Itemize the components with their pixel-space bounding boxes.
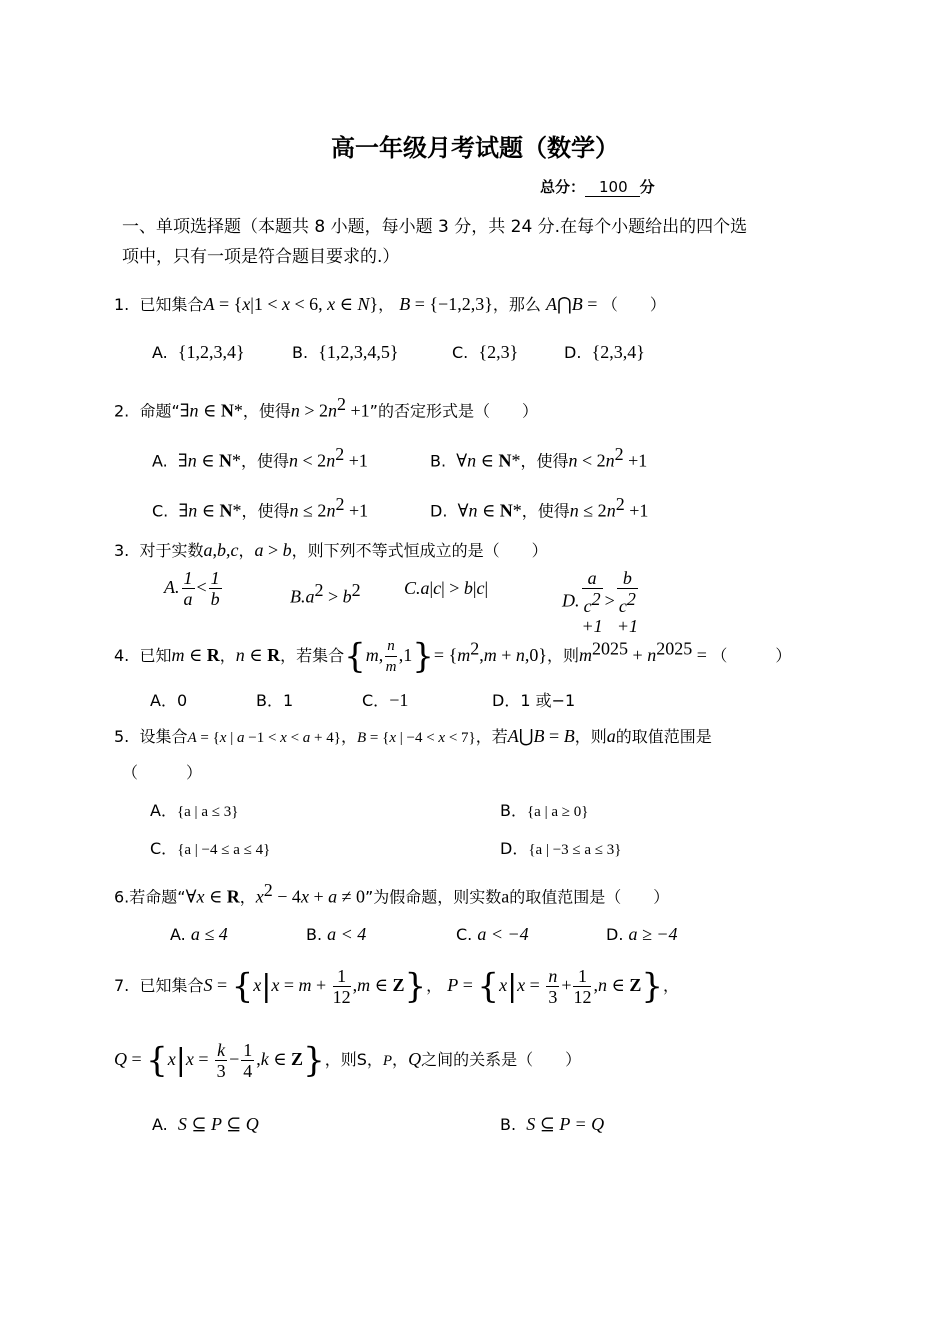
q1-option-d: D. {2,3,4} (564, 342, 645, 362)
q3-option-b: $B.a^2 > b^2$ (290, 580, 361, 607)
question-2: 2. 命题“∃n ∈ N*，使得$n > 2n^2 +1$”的否定形式是（ ） (114, 394, 538, 421)
question-5: 5. 设集合A = {x | a −1 < x < a + 4}，B = {x | −4 < x < 7}，若A⋃B = B，则a的取值范围是 (114, 726, 712, 746)
q3-option-c: C.a|c| > b|c| (404, 578, 489, 598)
q5-option-a: A．{a | a ≤ 3} (150, 801, 239, 820)
q3-option-a: A. $\frac{1}{a}$ < $\frac{1}{b}$ (164, 568, 220, 609)
q6-option-b: B. a < 4 (306, 924, 367, 944)
q5-option-b: B．{a | a ≥ 0} (500, 801, 589, 820)
q5-option-c: C．{a | −4 ≤ a ≤ 4} (150, 839, 271, 858)
q2-option-c: C. ∃n ∈ N*，使得$n \le 2n^2 +1$ (152, 494, 369, 521)
q4-option-b: B．1 (256, 691, 294, 710)
q2-option-a: A. ∃n ∈ N*，使得$n < 2n^2 +1$ (152, 444, 368, 471)
q1-option-b: B. {1,2,3,4,5} (292, 342, 399, 362)
q7-option-b: B. S ⊆ P = Q (500, 1114, 605, 1134)
q1-option-a: A. {1,2,3,4} (152, 342, 245, 362)
question-7-line-2: Q = {x|x = $\frac{k}{3}$ − $\frac{1}{4}$ ,k ∈ Z}，则S，P，Q之间的关系是（ ） (114, 1040, 582, 1081)
q6-option-d: D. a ≥ −4 (606, 924, 678, 944)
q3-option-d: D. a $c^2$ +1 > b $c^2$ +1 (562, 568, 638, 636)
q1-option-c: C. {2,3} (452, 342, 519, 362)
q5-answer-blank: （ ） (122, 763, 203, 782)
q4-option-d: D．1 或−1 (492, 691, 576, 710)
score-unit: 分 (639, 178, 655, 196)
q6-option-a: A. a ≤ 4 (170, 924, 228, 944)
section-line-2: 项中，只有一项是符合题目要求的.） (122, 247, 400, 267)
q5-option-d: D．{a | −3 ≤ a ≤ 3} (500, 839, 622, 858)
question-7: 7. 已知集合S = {x|x = m + $\frac{1}{12}$ ,m ∈ Z}， P = {x|x = $\frac{n}{3}$ + $\frac{1}{12}$ ,n ∈ Z}， (114, 966, 679, 1007)
q4-option-c: C．−1 (362, 690, 409, 710)
question-1: 1. 已知集合A = {x|1 < x < 6, x ∈ N}， B = {−1,2,3}，那么 A⋂B = （ ） (114, 294, 666, 314)
score-label: 总分： (540, 178, 586, 196)
q7-option-a: A. S ⊆ P ⊆ Q (152, 1114, 259, 1134)
q2-option-b: B. ∀n ∈ N*，使得$n < 2n^2 +1$ (430, 444, 648, 471)
score-value: 100 (585, 178, 640, 197)
q4-option-a: A．0 (150, 691, 188, 710)
total-score (540, 176, 655, 197)
section-line-1: 一、单项选择题（本题共 8 小题，每小题 3 分，共 24 分.在每个小题给出的四个选 (122, 217, 748, 237)
q2-option-d: D. ∀n ∈ N*，使得$n \le 2n^2 +1$ (430, 494, 649, 521)
question-3: 3. 对于实数a,b,c，a > b，则下列不等式恒成立的是（ ） (114, 540, 548, 560)
question-4: 4. 已知m ∈ R，n ∈ R，若集合{m, $\frac{n}{m}$ $,1\}= \{m^2,m + n,0\}$，则$m^{2025} + n^{2025}$ = （ ） (114, 636, 792, 677)
question-6: 6.若命题“∀x ∈ R，$x^2 - 4x + a \ne 0$”为假命题，则实数a的取值范围是（ ） (114, 880, 670, 907)
section-header (122, 212, 747, 272)
page-title: 高一年级月考试题（数学） (331, 134, 619, 162)
q6-option-c: C. a < −4 (456, 924, 529, 944)
